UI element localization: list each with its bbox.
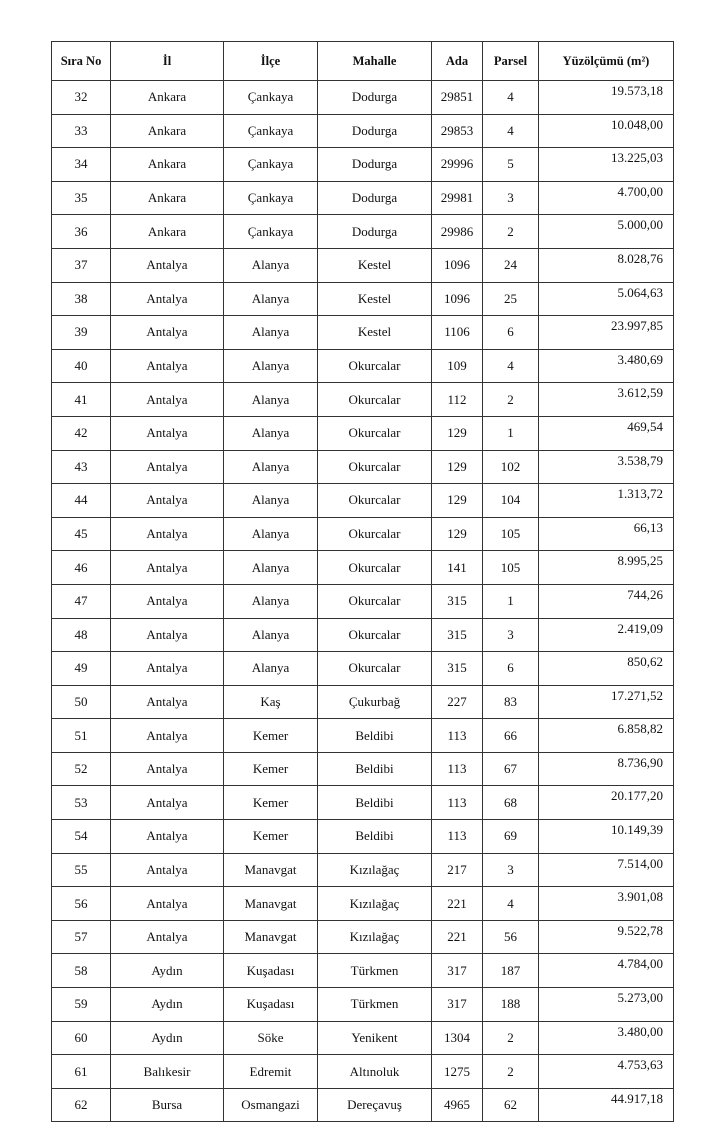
cell-parsel: 3: [483, 618, 539, 652]
table-row: [52, 752, 674, 786]
cell-parsel: 6: [483, 316, 539, 350]
cell-yuzolcumu: 4.784,00: [539, 954, 674, 988]
header-mahalle: Mahalle: [318, 42, 432, 81]
cell-il: Antalya: [111, 853, 224, 887]
cell-parsel: 68: [483, 786, 539, 820]
cell-il: Antalya: [111, 719, 224, 753]
cell-ilce: Alanya: [224, 484, 318, 518]
cell-parsel: 62: [483, 1088, 539, 1122]
cell-yuzolcumu: 19.573,18: [539, 81, 674, 115]
cell-ada: 221: [432, 887, 483, 921]
cell-mahalle: Beldibi: [318, 719, 432, 753]
table-row: [52, 719, 674, 753]
cell-sira-no: 36: [52, 215, 111, 249]
cell-mahalle: Beldibi: [318, 786, 432, 820]
cell-yuzolcumu: 1.313,72: [539, 484, 674, 518]
cell-ada: 4965: [432, 1088, 483, 1122]
cell-mahalle: Dodurga: [318, 181, 432, 215]
cell-yuzolcumu: 7.514,00: [539, 853, 674, 887]
cell-parsel: 105: [483, 551, 539, 585]
cell-parsel: 56: [483, 920, 539, 954]
cell-mahalle: Türkmen: [318, 954, 432, 988]
cell-yuzolcumu: 9.522,78: [539, 920, 674, 954]
cell-ilce: Kemer: [224, 786, 318, 820]
cell-mahalle: Okurcalar: [318, 551, 432, 585]
cell-sira-no: 37: [52, 248, 111, 282]
cell-il: Aydın: [111, 954, 224, 988]
cell-mahalle: Okurcalar: [318, 517, 432, 551]
header-sira-no: Sıra No: [52, 42, 111, 81]
cell-il: Ankara: [111, 181, 224, 215]
cell-il: Antalya: [111, 349, 224, 383]
header-ilce: İlçe: [224, 42, 318, 81]
cell-yuzolcumu: 5.273,00: [539, 988, 674, 1022]
cell-sira-no: 53: [52, 786, 111, 820]
cell-yuzolcumu: 3.480,69: [539, 349, 674, 383]
cell-il: Ankara: [111, 215, 224, 249]
cell-yuzolcumu: 5.000,00: [539, 215, 674, 249]
cell-ilce: Çankaya: [224, 81, 318, 115]
table-row: [52, 181, 674, 215]
cell-parsel: 187: [483, 954, 539, 988]
cell-ilce: Alanya: [224, 652, 318, 686]
cell-il: Antalya: [111, 450, 224, 484]
table-row: [52, 416, 674, 450]
cell-mahalle: Okurcalar: [318, 416, 432, 450]
cell-il: Bursa: [111, 1088, 224, 1122]
cell-il: Antalya: [111, 484, 224, 518]
cell-ada: 221: [432, 920, 483, 954]
cell-parsel: 104: [483, 484, 539, 518]
cell-ilce: Çankaya: [224, 114, 318, 148]
cell-ada: 1106: [432, 316, 483, 350]
table-row: [52, 1088, 674, 1122]
header-parsel: Parsel: [483, 42, 539, 81]
cell-sira-no: 46: [52, 551, 111, 585]
cell-sira-no: 42: [52, 416, 111, 450]
cell-ilce: Manavgat: [224, 887, 318, 921]
cell-sira-no: 43: [52, 450, 111, 484]
cell-mahalle: Okurcalar: [318, 450, 432, 484]
cell-parsel: 1: [483, 584, 539, 618]
header-ada: Ada: [432, 42, 483, 81]
cell-mahalle: Kestel: [318, 316, 432, 350]
cell-mahalle: Türkmen: [318, 988, 432, 1022]
cell-yuzolcumu: 8.028,76: [539, 248, 674, 282]
cell-ada: 317: [432, 988, 483, 1022]
cell-sira-no: 34: [52, 148, 111, 182]
cell-ada: 29981: [432, 181, 483, 215]
cell-yuzolcumu: 3.612,59: [539, 383, 674, 417]
cell-mahalle: Çukurbağ: [318, 685, 432, 719]
table-row: [52, 148, 674, 182]
cell-yuzolcumu: 3.480,00: [539, 1021, 674, 1055]
cell-il: Antalya: [111, 920, 224, 954]
cell-parsel: 4: [483, 114, 539, 148]
cell-mahalle: Dereçavuş: [318, 1088, 432, 1122]
cell-ilce: Alanya: [224, 551, 318, 585]
cell-ilce: Alanya: [224, 584, 318, 618]
parcel-table: [51, 41, 674, 1122]
table-row: [52, 1055, 674, 1089]
cell-il: Ankara: [111, 148, 224, 182]
table-row: [52, 114, 674, 148]
cell-ilce: Alanya: [224, 383, 318, 417]
cell-yuzolcumu: 8.995,25: [539, 551, 674, 585]
cell-sira-no: 40: [52, 349, 111, 383]
table-row: [52, 618, 674, 652]
cell-ada: 217: [432, 853, 483, 887]
cell-mahalle: Kestel: [318, 248, 432, 282]
cell-ada: 29986: [432, 215, 483, 249]
table-row: [52, 450, 674, 484]
cell-il: Antalya: [111, 685, 224, 719]
cell-ada: 227: [432, 685, 483, 719]
cell-ilce: Çankaya: [224, 148, 318, 182]
table-row: [52, 954, 674, 988]
cell-yuzolcumu: 6.858,82: [539, 719, 674, 753]
table-row: [52, 820, 674, 854]
cell-ada: 1304: [432, 1021, 483, 1055]
cell-parsel: 3: [483, 181, 539, 215]
cell-il: Balıkesir: [111, 1055, 224, 1089]
cell-ada: 1096: [432, 282, 483, 316]
cell-mahalle: Kızılağaç: [318, 920, 432, 954]
cell-mahalle: Okurcalar: [318, 383, 432, 417]
cell-ilce: Kaş: [224, 685, 318, 719]
table-row: [52, 920, 674, 954]
cell-ilce: Alanya: [224, 450, 318, 484]
cell-yuzolcumu: 20.177,20: [539, 786, 674, 820]
cell-mahalle: Kestel: [318, 282, 432, 316]
cell-ada: 109: [432, 349, 483, 383]
cell-ada: 129: [432, 416, 483, 450]
cell-ada: 141: [432, 551, 483, 585]
table-row: [52, 248, 674, 282]
cell-yuzolcumu: 4.700,00: [539, 181, 674, 215]
table-row: [52, 383, 674, 417]
header-row: [52, 42, 674, 81]
cell-parsel: 24: [483, 248, 539, 282]
cell-yuzolcumu: 3.538,79: [539, 450, 674, 484]
cell-ada: 1096: [432, 248, 483, 282]
cell-sira-no: 58: [52, 954, 111, 988]
table-row: [52, 484, 674, 518]
cell-parsel: 4: [483, 887, 539, 921]
cell-parsel: 105: [483, 517, 539, 551]
cell-il: Antalya: [111, 316, 224, 350]
cell-yuzolcumu: 66,13: [539, 517, 674, 551]
cell-parsel: 4: [483, 81, 539, 115]
cell-mahalle: Altınoluk: [318, 1055, 432, 1089]
cell-parsel: 3: [483, 853, 539, 887]
cell-il: Antalya: [111, 416, 224, 450]
cell-yuzolcumu: 4.753,63: [539, 1055, 674, 1089]
cell-ada: 129: [432, 484, 483, 518]
cell-parsel: 2: [483, 1021, 539, 1055]
cell-parsel: 69: [483, 820, 539, 854]
cell-parsel: 6: [483, 652, 539, 686]
cell-sira-no: 54: [52, 820, 111, 854]
cell-ada: 29853: [432, 114, 483, 148]
cell-mahalle: Okurcalar: [318, 618, 432, 652]
cell-ada: 315: [432, 652, 483, 686]
cell-parsel: 102: [483, 450, 539, 484]
cell-mahalle: Dodurga: [318, 215, 432, 249]
cell-il: Antalya: [111, 887, 224, 921]
cell-ada: 129: [432, 450, 483, 484]
table-row: [52, 1021, 674, 1055]
cell-yuzolcumu: 44.917,18: [539, 1088, 674, 1122]
table-row: [52, 282, 674, 316]
cell-sira-no: 38: [52, 282, 111, 316]
cell-sira-no: 47: [52, 584, 111, 618]
cell-il: Ankara: [111, 81, 224, 115]
cell-il: Antalya: [111, 652, 224, 686]
table-row: [52, 215, 674, 249]
cell-parsel: 67: [483, 752, 539, 786]
cell-sira-no: 61: [52, 1055, 111, 1089]
header-il: İl: [111, 42, 224, 81]
cell-yuzolcumu: 5.064,63: [539, 282, 674, 316]
cell-mahalle: Kızılağaç: [318, 887, 432, 921]
cell-mahalle: Beldibi: [318, 820, 432, 854]
cell-parsel: 4: [483, 349, 539, 383]
cell-ilce: Çankaya: [224, 215, 318, 249]
cell-ada: 113: [432, 820, 483, 854]
table-row: [52, 517, 674, 551]
table-row: [52, 349, 674, 383]
cell-yuzolcumu: 3.901,08: [539, 887, 674, 921]
cell-sira-no: 44: [52, 484, 111, 518]
cell-ada: 1275: [432, 1055, 483, 1089]
cell-yuzolcumu: 10.048,00: [539, 114, 674, 148]
cell-yuzolcumu: 23.997,85: [539, 316, 674, 350]
cell-il: Aydın: [111, 988, 224, 1022]
cell-ada: 315: [432, 618, 483, 652]
cell-ilce: Alanya: [224, 618, 318, 652]
cell-ada: 113: [432, 752, 483, 786]
cell-parsel: 2: [483, 383, 539, 417]
cell-mahalle: Dodurga: [318, 114, 432, 148]
cell-ilce: Manavgat: [224, 920, 318, 954]
cell-yuzolcumu: 744,26: [539, 584, 674, 618]
cell-il: Antalya: [111, 786, 224, 820]
table-row: [52, 316, 674, 350]
cell-mahalle: Okurcalar: [318, 484, 432, 518]
cell-sira-no: 39: [52, 316, 111, 350]
cell-parsel: 1: [483, 416, 539, 450]
cell-yuzolcumu: 10.149,39: [539, 820, 674, 854]
cell-ilce: Alanya: [224, 282, 318, 316]
cell-yuzolcumu: 469,54: [539, 416, 674, 450]
cell-il: Antalya: [111, 584, 224, 618]
cell-mahalle: Kızılağaç: [318, 853, 432, 887]
cell-yuzolcumu: 17.271,52: [539, 685, 674, 719]
header-yuzolcumu: Yüzölçümü (m²): [539, 42, 674, 81]
cell-mahalle: Okurcalar: [318, 652, 432, 686]
cell-sira-no: 32: [52, 81, 111, 115]
cell-sira-no: 59: [52, 988, 111, 1022]
cell-mahalle: Dodurga: [318, 81, 432, 115]
cell-sira-no: 45: [52, 517, 111, 551]
cell-ada: 112: [432, 383, 483, 417]
cell-ilce: Alanya: [224, 248, 318, 282]
cell-il: Antalya: [111, 551, 224, 585]
table-header: [52, 42, 674, 81]
cell-sira-no: 55: [52, 853, 111, 887]
cell-mahalle: Okurcalar: [318, 349, 432, 383]
cell-il: Antalya: [111, 248, 224, 282]
cell-sira-no: 35: [52, 181, 111, 215]
cell-ilce: Alanya: [224, 316, 318, 350]
cell-parsel: 83: [483, 685, 539, 719]
table-row: [52, 685, 674, 719]
cell-il: Antalya: [111, 752, 224, 786]
cell-il: Antalya: [111, 517, 224, 551]
cell-mahalle: Yenikent: [318, 1021, 432, 1055]
table-body: [52, 81, 674, 1122]
cell-sira-no: 41: [52, 383, 111, 417]
cell-parsel: 188: [483, 988, 539, 1022]
cell-ada: 129: [432, 517, 483, 551]
cell-sira-no: 56: [52, 887, 111, 921]
cell-yuzolcumu: 850,62: [539, 652, 674, 686]
cell-sira-no: 51: [52, 719, 111, 753]
cell-sira-no: 62: [52, 1088, 111, 1122]
table-row: [52, 786, 674, 820]
cell-ilce: Kuşadası: [224, 954, 318, 988]
cell-ilce: Alanya: [224, 349, 318, 383]
cell-parsel: 2: [483, 1055, 539, 1089]
cell-mahalle: Okurcalar: [318, 584, 432, 618]
table-row: [52, 551, 674, 585]
cell-ilce: Söke: [224, 1021, 318, 1055]
cell-il: Antalya: [111, 383, 224, 417]
cell-sira-no: 57: [52, 920, 111, 954]
cell-sira-no: 60: [52, 1021, 111, 1055]
cell-il: Aydın: [111, 1021, 224, 1055]
table-row: [52, 652, 674, 686]
cell-ada: 29996: [432, 148, 483, 182]
cell-il: Antalya: [111, 618, 224, 652]
cell-ada: 113: [432, 719, 483, 753]
cell-il: Ankara: [111, 114, 224, 148]
cell-ilce: Manavgat: [224, 853, 318, 887]
cell-sira-no: 49: [52, 652, 111, 686]
cell-ilce: Osmangazi: [224, 1088, 318, 1122]
cell-ilce: Alanya: [224, 416, 318, 450]
cell-ilce: Çankaya: [224, 181, 318, 215]
cell-il: Antalya: [111, 820, 224, 854]
cell-il: Antalya: [111, 282, 224, 316]
cell-sira-no: 48: [52, 618, 111, 652]
cell-ilce: Kuşadası: [224, 988, 318, 1022]
cell-yuzolcumu: 8.736,90: [539, 752, 674, 786]
cell-sira-no: 33: [52, 114, 111, 148]
cell-ilce: Alanya: [224, 517, 318, 551]
table-row: [52, 853, 674, 887]
table-row: [52, 81, 674, 115]
cell-sira-no: 52: [52, 752, 111, 786]
cell-ada: 317: [432, 954, 483, 988]
cell-parsel: 5: [483, 148, 539, 182]
table-row: [52, 887, 674, 921]
table-row: [52, 584, 674, 618]
cell-ilce: Kemer: [224, 820, 318, 854]
cell-parsel: 2: [483, 215, 539, 249]
cell-ilce: Edremit: [224, 1055, 318, 1089]
cell-mahalle: Dodurga: [318, 148, 432, 182]
cell-parsel: 25: [483, 282, 539, 316]
cell-ilce: Kemer: [224, 752, 318, 786]
cell-ada: 315: [432, 584, 483, 618]
cell-yuzolcumu: 2.419,09: [539, 618, 674, 652]
cell-yuzolcumu: 13.225,03: [539, 148, 674, 182]
table-row: [52, 988, 674, 1022]
cell-mahalle: Beldibi: [318, 752, 432, 786]
cell-ada: 113: [432, 786, 483, 820]
cell-sira-no: 50: [52, 685, 111, 719]
cell-parsel: 66: [483, 719, 539, 753]
cell-ada: 29851: [432, 81, 483, 115]
cell-ilce: Kemer: [224, 719, 318, 753]
